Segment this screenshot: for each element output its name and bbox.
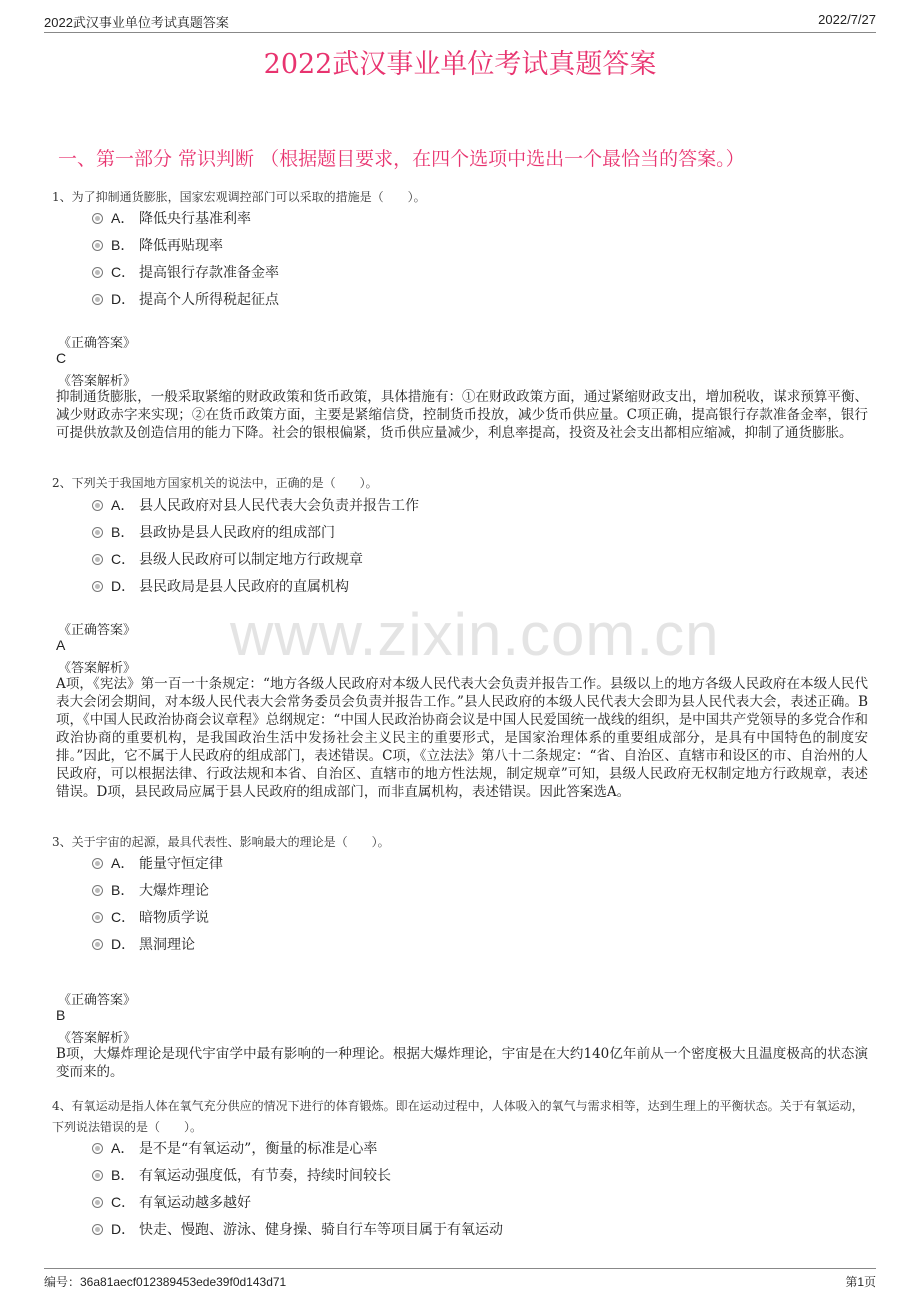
answer-label: 《正确答案》 xyxy=(58,993,137,1008)
radio-icon[interactable] xyxy=(92,213,103,224)
option-a[interactable]: A． 降低央行基准利率 xyxy=(92,208,251,228)
page-header xyxy=(44,10,876,33)
radio-icon[interactable] xyxy=(92,1197,103,1208)
answer-value: A xyxy=(56,637,66,653)
question-stem: 4、有氧运动是指人体在氧气充分供应的情况下进行的体育锻炼。即在运动过程中，人体吸入的氧气与需求相等，达到生理上的平衡状态。关于有氧运动，下列说法错误的是（ ）。 xyxy=(52,1099,864,1134)
analysis-text: 抑制通货膨胀，一般采取紧缩的财政政策和货币政策，具体措施有：①在财政政策方面，通过紧缩财政支出，增加税收，谋求预算平衡、减少财政赤字来实现；②在货币政策方面，主要是紧缩信贷，控制货币投放，减少货币供应量。C项正确，提高银行存款准备金率，银行可提供放款及创造信用的能力下降。社会的银根偏紧，货币供应量减少，利息率提高，投资及社会支出都相应缩减，抑制了通货膨胀。 xyxy=(56,389,868,441)
option-a[interactable]: A． 县人民政府对县人民代表大会负责并报告工作 xyxy=(92,495,419,515)
option-c[interactable]: C． 有氧运动越多越好 xyxy=(92,1192,251,1212)
analysis-text: A项，《宪法》第一百一十条规定：“地方各级人民政府对本级人民代表大会负责并报告工作。县级以上的地方各级人民政府在本级人民代表大会闭会期间，对本级人民代表大会常务委员会负责并报告工作。”县人民政府的本级人民代表大会即为县人民代表大会，表述正确。B项，《中国人民政治协商会议章程》总纲规定：“中国人民政治协商会议是中国人民爱国统一战线的组织，是中国共产党领导的多党合作和政治协商的重要机构，是我国政治生活中发扬社会主义民主的重要形式，是国家治理体系的重要组成部分，是具有中国特色的制度安排。”因此，它不属于人民政府的组成部门，表述错误。C项，《立法法》第八十二条规定：“省、自治区、直辖市和设区的市、自治州的人民政府，可以根据法律、行政法规和本省、自治区、直辖市的地方性法规，制定规章”可知，县级人民政府无权制定地方行政规章，表述错误。D项，县民政局应属于县人民政府的组成部门，而非直属机构，表述错误。因此答案选A。 xyxy=(56,676,868,800)
radio-icon[interactable] xyxy=(92,554,103,565)
page-footer xyxy=(44,1268,876,1293)
option-b[interactable]: B． 有氧运动强度低，有节奏，持续时间较长 xyxy=(92,1165,391,1185)
question-stem: 1、为了抑制通货膨胀，国家宏观调控部门可以采取的措施是（ ）。 xyxy=(52,190,426,204)
header-date: 2022/7/27 xyxy=(818,12,876,27)
analysis-label: 《答案解析》 xyxy=(58,661,137,676)
radio-icon[interactable] xyxy=(92,858,103,869)
analysis-label: 《答案解析》 xyxy=(58,1031,137,1046)
watermark-text: www.zixin.com.cn xyxy=(230,601,720,668)
radio-icon[interactable] xyxy=(92,1170,103,1181)
radio-icon[interactable] xyxy=(92,500,103,511)
option-c[interactable]: C． 提高银行存款准备金率 xyxy=(92,262,279,282)
option-b[interactable]: B． 大爆炸理论 xyxy=(92,880,209,900)
answer-label: 《正确答案》 xyxy=(58,623,137,638)
question-stem: 3、关于宇宙的起源，最具代表性、影响最大的理论是（ ）。 xyxy=(52,835,390,849)
analysis-label: 《答案解析》 xyxy=(58,374,137,389)
radio-icon[interactable] xyxy=(92,527,103,538)
radio-icon[interactable] xyxy=(92,939,103,950)
option-d[interactable]: D． 县民政局是县人民政府的直属机构 xyxy=(92,576,349,596)
section-heading: 一、第一部分 常识判断 （根据题目要求，在四个选项中选出一个最恰当的答案。） xyxy=(58,148,745,170)
footer-doc-id: 编号：36a81aecf012389453ede39f0d143d71 xyxy=(44,1275,287,1289)
question-stem: 2、下列关于我国地方国家机关的说法中，正确的是（ ）。 xyxy=(52,476,378,490)
analysis-text: B项，大爆炸理论是现代宇宙学中最有影响的一种理论。根据大爆炸理论，宇宙是在大约140亿年前从一个密度极大且温度极高的状态演变而来的。 xyxy=(56,1046,868,1080)
option-c[interactable]: C． 暗物质学说 xyxy=(92,907,209,927)
radio-icon[interactable] xyxy=(92,267,103,278)
option-b[interactable]: B． 县政协是县人民政府的组成部门 xyxy=(92,522,335,542)
answer-value: C xyxy=(56,350,67,366)
option-d[interactable]: D． 快走、慢跑、游泳、健身操、骑自行车等项目属于有氧运动 xyxy=(92,1219,503,1239)
option-a[interactable]: A． 是不是“有氧运动”，衡量的标准是心率 xyxy=(92,1138,377,1158)
answer-value: B xyxy=(56,1007,66,1023)
page-title: 2022武汉事业单位考试真题答案 xyxy=(263,49,657,80)
radio-icon[interactable] xyxy=(92,581,103,592)
radio-icon[interactable] xyxy=(92,1224,103,1235)
header-doc-title: 2022武汉事业单位考试真题答案 xyxy=(44,15,229,30)
radio-icon[interactable] xyxy=(92,912,103,923)
option-a[interactable]: A． 能量守恒定律 xyxy=(92,853,223,873)
option-d[interactable]: D． 黑洞理论 xyxy=(92,934,195,954)
footer-page-number: 第1页 xyxy=(845,1275,876,1289)
answer-label: 《正确答案》 xyxy=(58,336,137,351)
radio-icon[interactable] xyxy=(92,294,103,305)
option-d[interactable]: D． 提高个人所得税起征点 xyxy=(92,289,279,309)
radio-icon[interactable] xyxy=(92,240,103,251)
option-c[interactable]: C． 县级人民政府可以制定地方行政规章 xyxy=(92,549,363,569)
radio-icon[interactable] xyxy=(92,1143,103,1154)
radio-icon[interactable] xyxy=(92,885,103,896)
option-b[interactable]: B． 降低再贴现率 xyxy=(92,235,223,255)
